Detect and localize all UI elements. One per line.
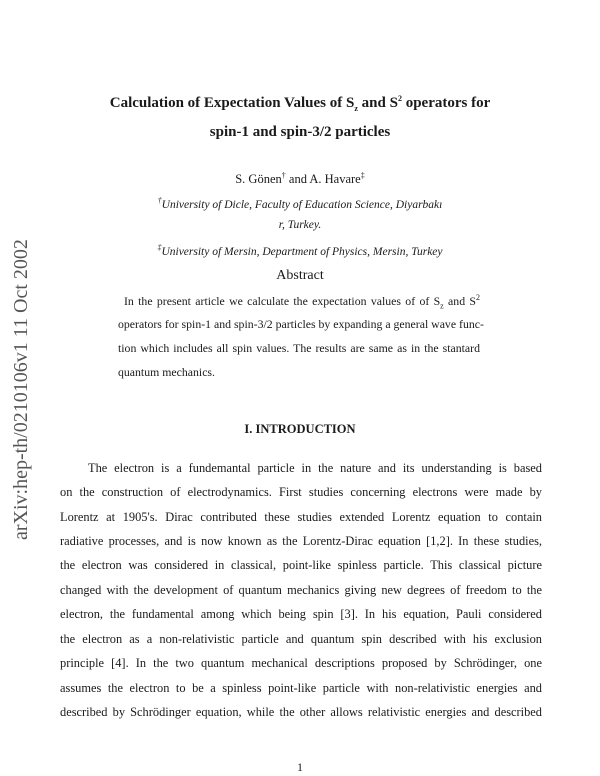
- section-heading: I. INTRODUCTION: [244, 422, 356, 436]
- abstract-line: In the present article we calculate the expectation values of of $S_z$ and $S^2$: [124, 293, 480, 311]
- body-line: radiative processes, and is now known as the Lorentz-Dirac equation [1,2]. In these studies,: [60, 534, 542, 548]
- body-line: assumes the electron to be a spinless point-like particle with non-relativistic energies and: [60, 681, 542, 695]
- body-line: the electron was considered in classical, point-like spinless particle. This classical picture: [60, 558, 542, 572]
- paper-title-line1: Calculation of Expectation Values of $S_z$ and $S^2$ operators for: [109, 94, 491, 113]
- body-line: Lorentz at 1905's. Dirac contributed these studies extended Lorentz equation to contain: [60, 510, 542, 524]
- affiliation-2: ‡University of Mersin, Department of Physics, Mersin, Turkey: [157, 243, 443, 258]
- page-number: 1: [297, 760, 303, 774]
- paper-title-line2: spin-1 and spin-3/2 particles: [209, 124, 391, 140]
- body-line: described by Schrödinger equation, while the other allows relativistic energies and described: [60, 705, 542, 719]
- body-line: the electron as a non-relativistic particle and quantum spin described with his exclusion: [60, 632, 542, 646]
- abstract-heading: Abstract: [276, 268, 324, 283]
- body-line: on the construction of electrodynamics. First studies concerning electrons were made by: [60, 485, 542, 499]
- abstract-line: operators for spin-1 and spin-3/2 particles by expanding a general wave func-: [118, 317, 484, 331]
- body-line: changed with the development of quantum mechanics giving new degrees of freedom to the: [60, 583, 542, 597]
- affiliation-1-cont: r, Turkey.: [278, 219, 322, 231]
- body-line: principle [4]. In the two quantum mechanical descriptions proposed by Schrödinger, one: [60, 656, 542, 670]
- body-line: The electron is a fundemantal particle in the nature and its understanding is based: [88, 461, 542, 475]
- abstract-line: quantum mechanics.: [118, 365, 215, 379]
- abstract-line: tion which includes all spin values. The results are same as in the stantard: [118, 341, 480, 355]
- arxiv-stamp: arXiv:hep-th/0210106v1 11 Oct 2002: [10, 239, 32, 540]
- body-line: electron, the fundamental among which being spin [3]. In his equation, Pauli considered: [60, 607, 542, 621]
- affiliation-1: †University of Dicle, Faculty of Education Science, Diyarbakı: [157, 196, 443, 211]
- authors: S. Gönen† and A. Havare‡: [235, 171, 365, 187]
